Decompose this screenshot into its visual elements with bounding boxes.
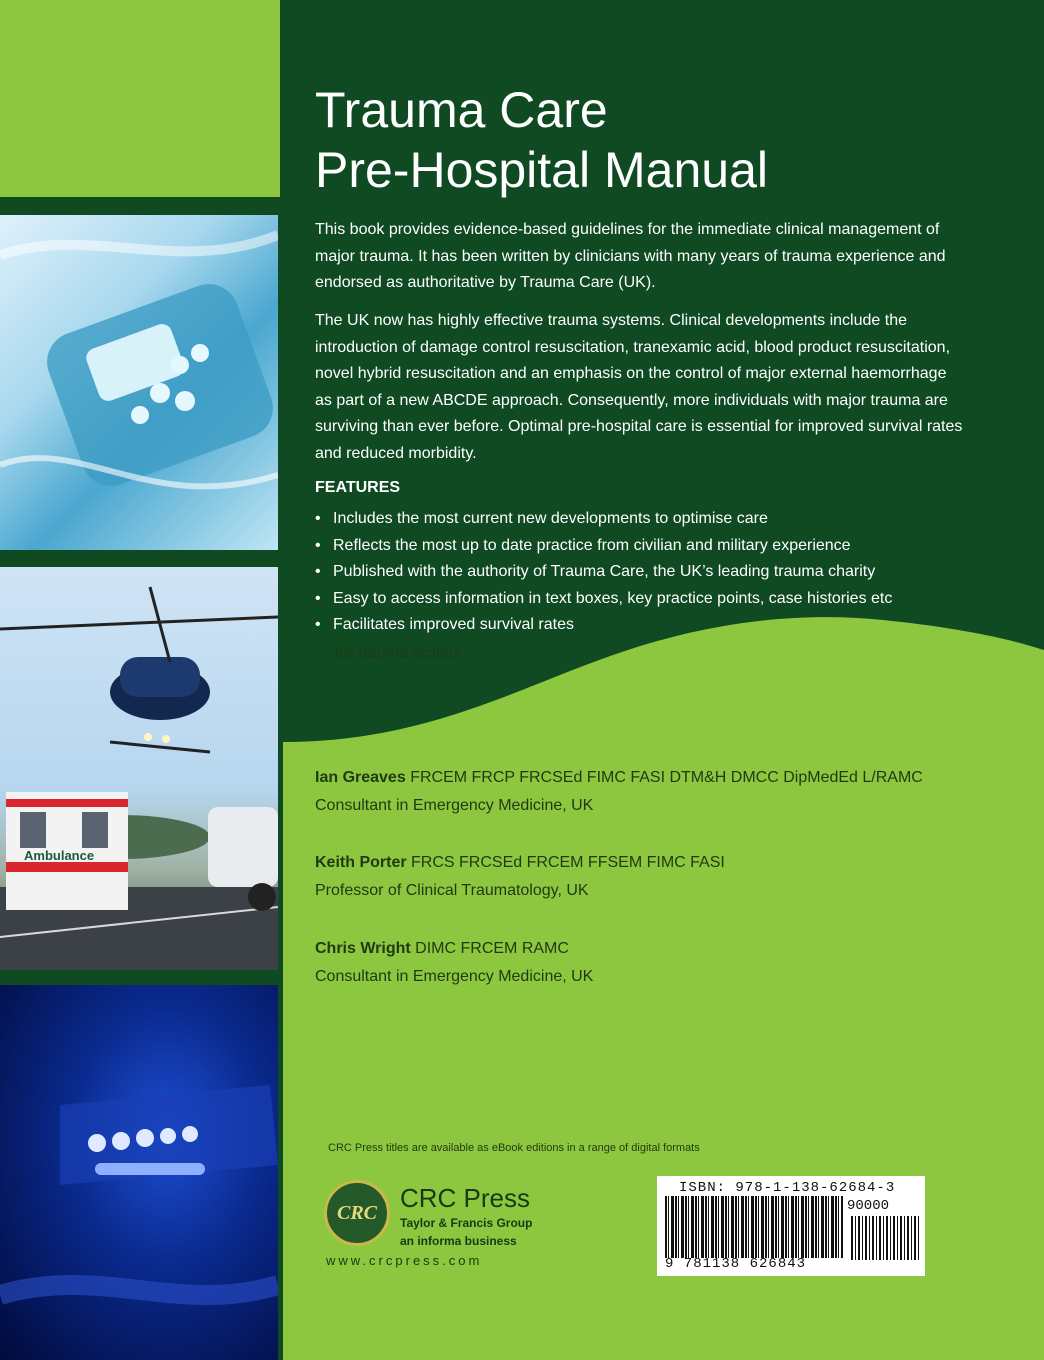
author-role: Consultant in Emergency Medicine, UK bbox=[315, 797, 594, 814]
author-name: Keith Porter bbox=[315, 854, 407, 871]
barcode-digits: 9 781138 626843 bbox=[665, 1256, 807, 1272]
isbn-barcode bbox=[657, 1176, 925, 1276]
features-list bbox=[315, 506, 975, 667]
publisher-group-block bbox=[400, 1214, 532, 1250]
author-credentials: DIMC FRCEM RAMC bbox=[415, 940, 569, 957]
author-block bbox=[315, 764, 923, 820]
feature-item: • Published with the authority of Trauma Care, the UK’s leading trauma charity bbox=[315, 559, 975, 586]
helicopter-ambulance-photo bbox=[0, 567, 278, 970]
author-role: Professor of Clinical Traumatology, UK bbox=[315, 882, 589, 899]
barcode-bars bbox=[665, 1196, 843, 1258]
feature-item-continuation: for trauma victims bbox=[335, 644, 462, 662]
author-name: Chris Wright bbox=[315, 940, 411, 957]
book-title bbox=[315, 80, 768, 200]
ambulance-label: Ambulance bbox=[24, 848, 95, 863]
author-credentials: FRCS FRCSEd FRCEM FFSEM FIMC FASI bbox=[411, 854, 725, 871]
feature-item: • Includes the most current new developments to optimise care bbox=[315, 506, 975, 533]
author-block bbox=[315, 935, 593, 991]
author-role: Consultant in Emergency Medicine, UK bbox=[315, 968, 594, 985]
emergency-lights-illustration bbox=[0, 985, 278, 1360]
description-paragraph-2: The UK now has highly effective trauma systems. Clinical developments include the introduction of damage control resuscitation, tranexamic acid, blood product resuscitation, novel hybrid resuscitation and an emphasis on the control of major external haemorrhage as part of a new ABCDE approach. Consequently, more individuals with major trauma are surviving than ever before. Optimal pre-hospital care is essential for improved survival rates and reduced morbidity. bbox=[315, 312, 963, 462]
publisher-business: an informa business bbox=[400, 1234, 517, 1248]
author-block bbox=[315, 849, 725, 905]
author-name: Ian Greaves bbox=[315, 769, 406, 786]
price-barcode-bars bbox=[851, 1216, 919, 1260]
medical-equipment-photo bbox=[0, 215, 278, 550]
feature-item: • Facilitates improved survival rates bbox=[315, 612, 975, 639]
author-credentials: FRCEM FRCP FRCSEd FIMC FASI DTM&H DMCC DipMedEd L/RAMC bbox=[410, 769, 923, 786]
feature-item: • Easy to access information in text boxes, key practice points, case histories etc bbox=[315, 586, 975, 613]
description-paragraph-1: This book provides evidence-based guidelines for the immediate clinical management of major trauma. It has been written by clinicians with many years of trauma experience and endorsed as authoritative by Trauma Care (UK). bbox=[315, 221, 946, 291]
helicopter-ambulance-illustration bbox=[0, 567, 278, 970]
title-line-1: Trauma Care bbox=[315, 82, 608, 138]
infusion-pump-illustration bbox=[0, 215, 278, 550]
publisher-url: www.crcpress.com bbox=[326, 1253, 483, 1268]
light-green-wave-panel bbox=[283, 0, 1044, 1360]
title-line-2: Pre-Hospital Manual bbox=[315, 142, 768, 198]
publisher-group: Taylor & Francis Group bbox=[400, 1216, 533, 1230]
publisher-name: CRC Press bbox=[400, 1183, 531, 1213]
ebook-note: CRC Press titles are available as eBook editions in a range of digital formats bbox=[328, 1142, 700, 1154]
crc-logo-icon: CRC bbox=[324, 1180, 390, 1246]
isbn-text: ISBN: 978-1-138-62684-3 bbox=[679, 1180, 896, 1196]
green-corner-block bbox=[0, 0, 280, 197]
features-heading: FEATURES bbox=[315, 479, 401, 496]
feature-item: • Reflects the most up to date practice from civilian and military experience bbox=[315, 533, 975, 560]
blue-lights-photo bbox=[0, 985, 278, 1360]
price-code: 90000 bbox=[847, 1198, 890, 1214]
